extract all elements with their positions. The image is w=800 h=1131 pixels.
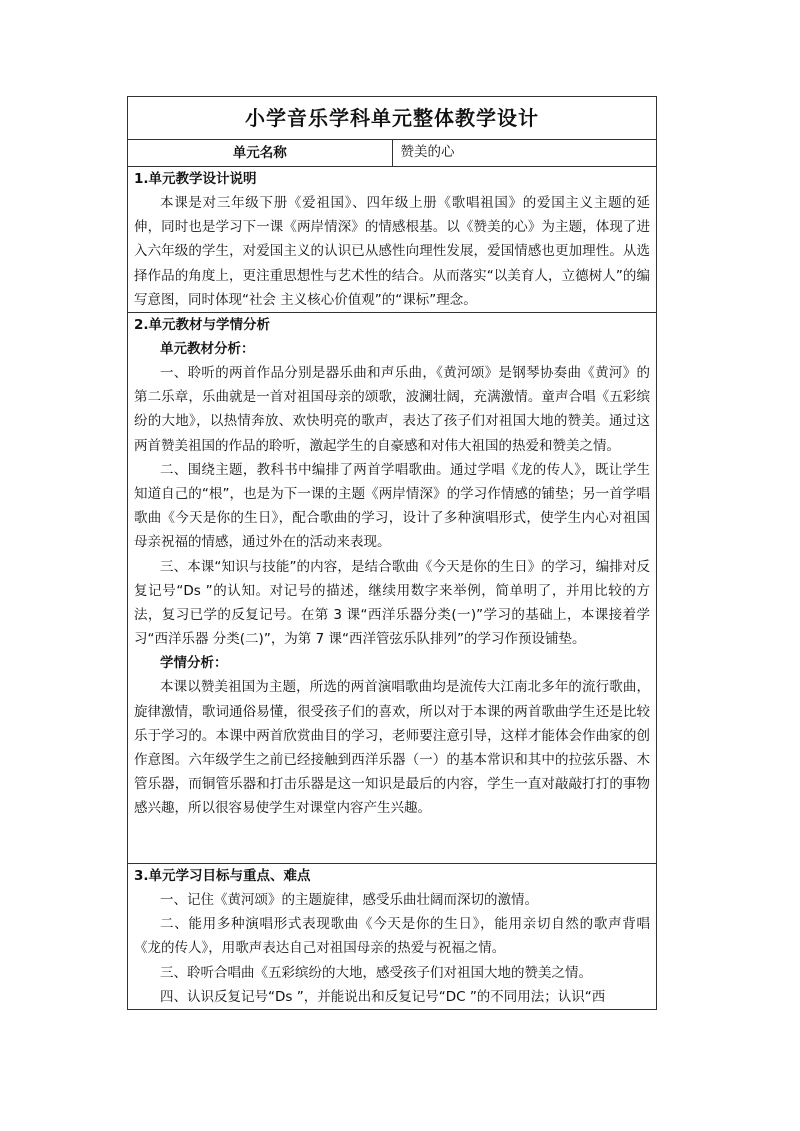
paragraph: 二、围绕主题，教科书中编排了两首学唱歌曲。通过学唱《龙的传人》，既让学生知道自己的“根”，也是为下一课的主题《两岸情深》的学习作情感的铺垫；另一首学唱歌曲《今天是你的生日》，配合歌曲的学习，设计了多种演唱形式，使学生内心对祖国母亲祝福的情感，通过外在的活动来表现。: [134, 461, 650, 551]
unit-name-label: 单元名称: [128, 140, 393, 167]
subsection-heading: 学情分析：: [160, 655, 228, 672]
section-heading: 2.单元教材与学情分析: [134, 317, 271, 334]
section-heading: 1.单元教学设计说明: [134, 171, 257, 187]
paragraph: 三、本课“知识与技能”的内容，是结合歌曲《今天是你的生日》的学习，编排对反复记号“Ds ”的认知。对记号的描述，继续用数字来举例，简单明了，并用比较的方法，复习已学的反复记号。在第 3 课“西洋乐器分类(一)”学习的基础上，本课接着学习“西洋乐器 分类(二)”，为第 7 课“西洋管弦乐队排列”的学习作预设铺垫。: [134, 558, 650, 648]
paragraph: 一、聆听的两首作品分别是器乐曲和声乐曲，《黄河颂》是钢琴协奏曲《黄河》的第二乐章，乐曲就是一首对祖国母亲的颂歌，波澜壮阔，充满激情。童声合唱《五彩缤纷的大地》，以热情奔放、欢快明亮的歌声，表达了孩子们对祖国大地的赞美。通过这两首赞美祖国的作品的聆听，激起学生的自豪感和对伟大祖国的热爱和赞美之情。: [134, 365, 650, 454]
section-heading: 3.单元学习目标与重点、难点: [134, 868, 311, 885]
section-goals: [128, 864, 657, 1010]
paragraph: 本课是对三年级下册《爱祖国》、四年级上册《歌唱祖国》的爱国主义主题的延伸，同时也是学习下一课《两岸情深》的情感根基。以《赞美的心》为主题，体现了进入六年级的学生，对爱国主义的认识已从感性向理性发展，爱国情感也更加理性。从选择作品的角度上，更注重思想性与艺术性的结合。从而落实“以美育人，立德树人”的编写意图，同时体现“社会 主义核心价值观”的“课标”理念。: [134, 195, 650, 308]
section-material-analysis: [128, 313, 657, 864]
section-design-notes: [128, 167, 657, 313]
paragraph: 一、记住《黄河颂》的主题旋律，感受乐曲壮阔而深切的激情。: [160, 892, 538, 909]
paragraph: 三、聆听合唱曲《五彩缤纷的大地，感受孩子们对祖国大地的赞美之情。: [160, 964, 592, 981]
unit-name-value: 赞美的心: [392, 140, 657, 167]
page-title: 小学音乐学科单元整体教学设计: [128, 97, 657, 140]
design-table: [127, 96, 657, 1010]
paragraph: 二、能用多种演唱形式表现歌曲《今天是你的生日》，能用亲切自然的歌声背唱《龙的传人》，用歌声表达自己对祖国母亲的热爱与祝福之情。: [134, 916, 650, 957]
paragraph: 本课以赞美祖国为主题，所选的两首演唱歌曲均是流传大江南北多年的流行歌曲，旋律激情，歌词通俗易懂，很受孩子们的喜欢，所以对于本课的两首歌曲学生还是比较乐于学习的。本课中两首欣赏曲目的学习，老师要注意引导，这样才能体会作曲家的创作意图。六年级学生之前已经接触到西洋乐器（一）的基本常识和其中的拉弦乐器、木管乐器，而铜管乐器和打击乐器是这一知识是最后的内容，学生一直对敲敲打打的事物感兴趣，所以很容易使学生对课堂内容产生兴趣。: [134, 679, 650, 817]
design-sheet: [127, 96, 657, 1010]
subsection-heading: 单元教材分析：: [160, 341, 255, 358]
paragraph: 四、认识反复记号“Ds ”，并能说出和反复记号“DC ”的不同用法；认识“西: [160, 988, 606, 1005]
